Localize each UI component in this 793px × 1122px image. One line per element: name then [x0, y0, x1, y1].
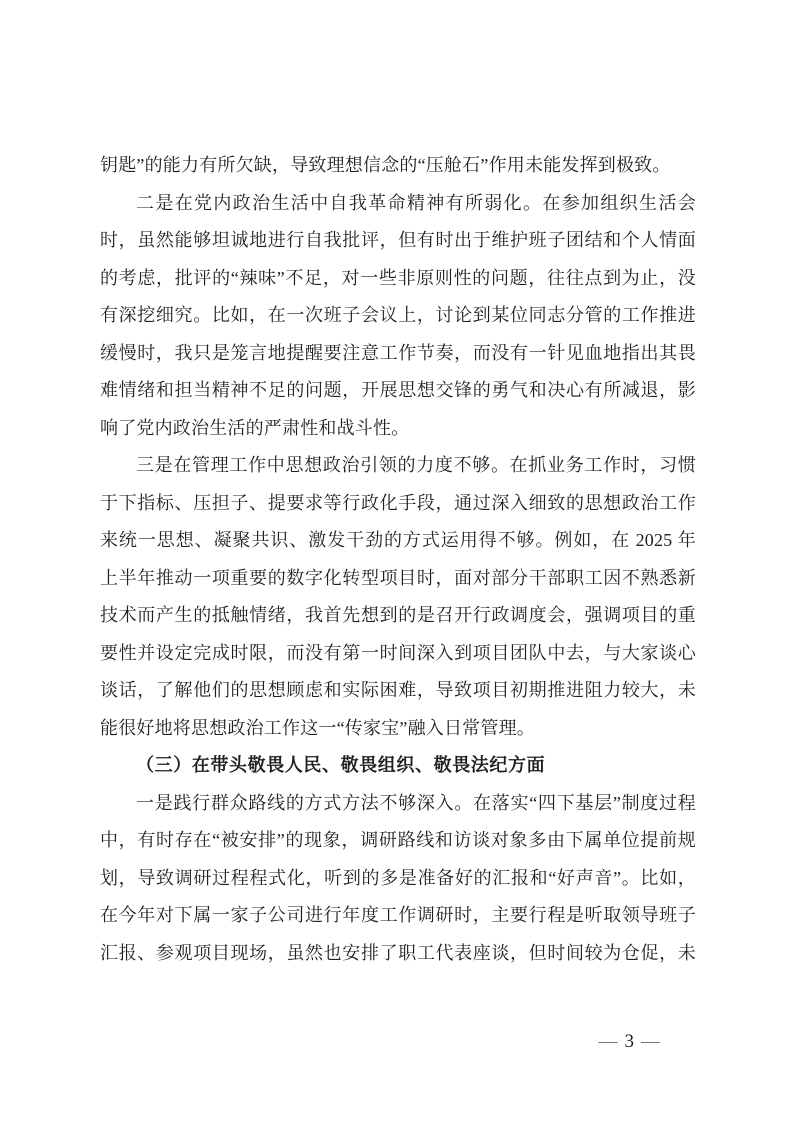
text-line: 有深挖细究。比如，在一次班子会议上，讨论到某位同志分管的工作推进 [100, 305, 696, 325]
text-line: 钥匙”的能力有所欠缺，导致理想信念的“压舱石”作用未能发挥到极致。 [100, 155, 671, 175]
page-number-dash-left: — [598, 1031, 618, 1052]
text-line: 划，导致调研过程程式化，听到的多是准备好的汇报和“好声音”。比如， [100, 867, 696, 888]
text-line: 技术而产生的抵触情绪，我首先想到的是召开行政调度会，强调项目的重 [100, 605, 696, 625]
page-number [592, 1028, 668, 1056]
text-line: 能很好地将思想政治工作这一“传家宝”融入日常管理。 [100, 717, 535, 738]
document-body [100, 147, 696, 972]
text-line: 的考虑，批评的“辣味”不足，对一些非原则性的问题，往往点到为止，没 [100, 267, 696, 288]
text-line: 响了党内政治生活的严肃性和战斗性。 [100, 417, 410, 438]
text-line: 难情绪和担当精神不足的问题，开展思想交锋的勇气和决心有所减退，影 [100, 380, 696, 400]
text-line: 缓慢时，我只是笼言地提醒要注意工作节奏，而没有一针见血地指出其畏 [100, 342, 696, 363]
text-line: 二是在党内政治生活中自我革命精神有所弱化。在参加组织生活会 [136, 192, 696, 213]
text-line: 谈话，了解他们的思想顾虑和实际困难，导致项目初期推进阻力较大，未 [100, 680, 696, 700]
page-number-value: 3 [624, 1031, 634, 1052]
text-line: 于下指标、压担子、提要求等行政化手段，通过深入细致的思想政治工作 [100, 492, 696, 513]
text-line: 在今年对下属一家子公司进行年度工作调研时，主要行程是听取领导班子 [100, 905, 696, 925]
text-line: 中，有时存在“被安排”的现象，调研路线和访谈对象多由下属单位提前规 [100, 830, 696, 850]
text-line: 时，虽然能够坦诚地进行自我批评，但有时出于维护班子团结和个人情面 [100, 230, 696, 250]
text-line: 要性并设定完成时限，而没有第一时间深入到项目团队中去，与大家谈心 [100, 642, 696, 663]
text-line: 三是在管理工作中思想政治引领的力度不够。在抓业务工作时，习惯 [136, 455, 696, 475]
text-line: 来统一思想、凝聚共识、激发干劲的方式运用得不够。例如，在 2025 年 [100, 530, 696, 550]
text-line: 上半年推动一项重要的数字化转型项目时，面对部分干部职工因不熟悉新 [100, 567, 696, 588]
text-line: 一是践行群众路线的方式方法不够深入。在落实“四下基层”制度过程 [136, 792, 696, 813]
page-number-dash-right: — [641, 1031, 660, 1052]
section-heading: （三）在带头敬畏人民、敬畏组织、敬畏法纪方面 [136, 755, 546, 775]
text-line: 汇报、参观项目现场，虽然也安排了职工代表座谈，但时间较为仓促，未 [100, 942, 696, 963]
